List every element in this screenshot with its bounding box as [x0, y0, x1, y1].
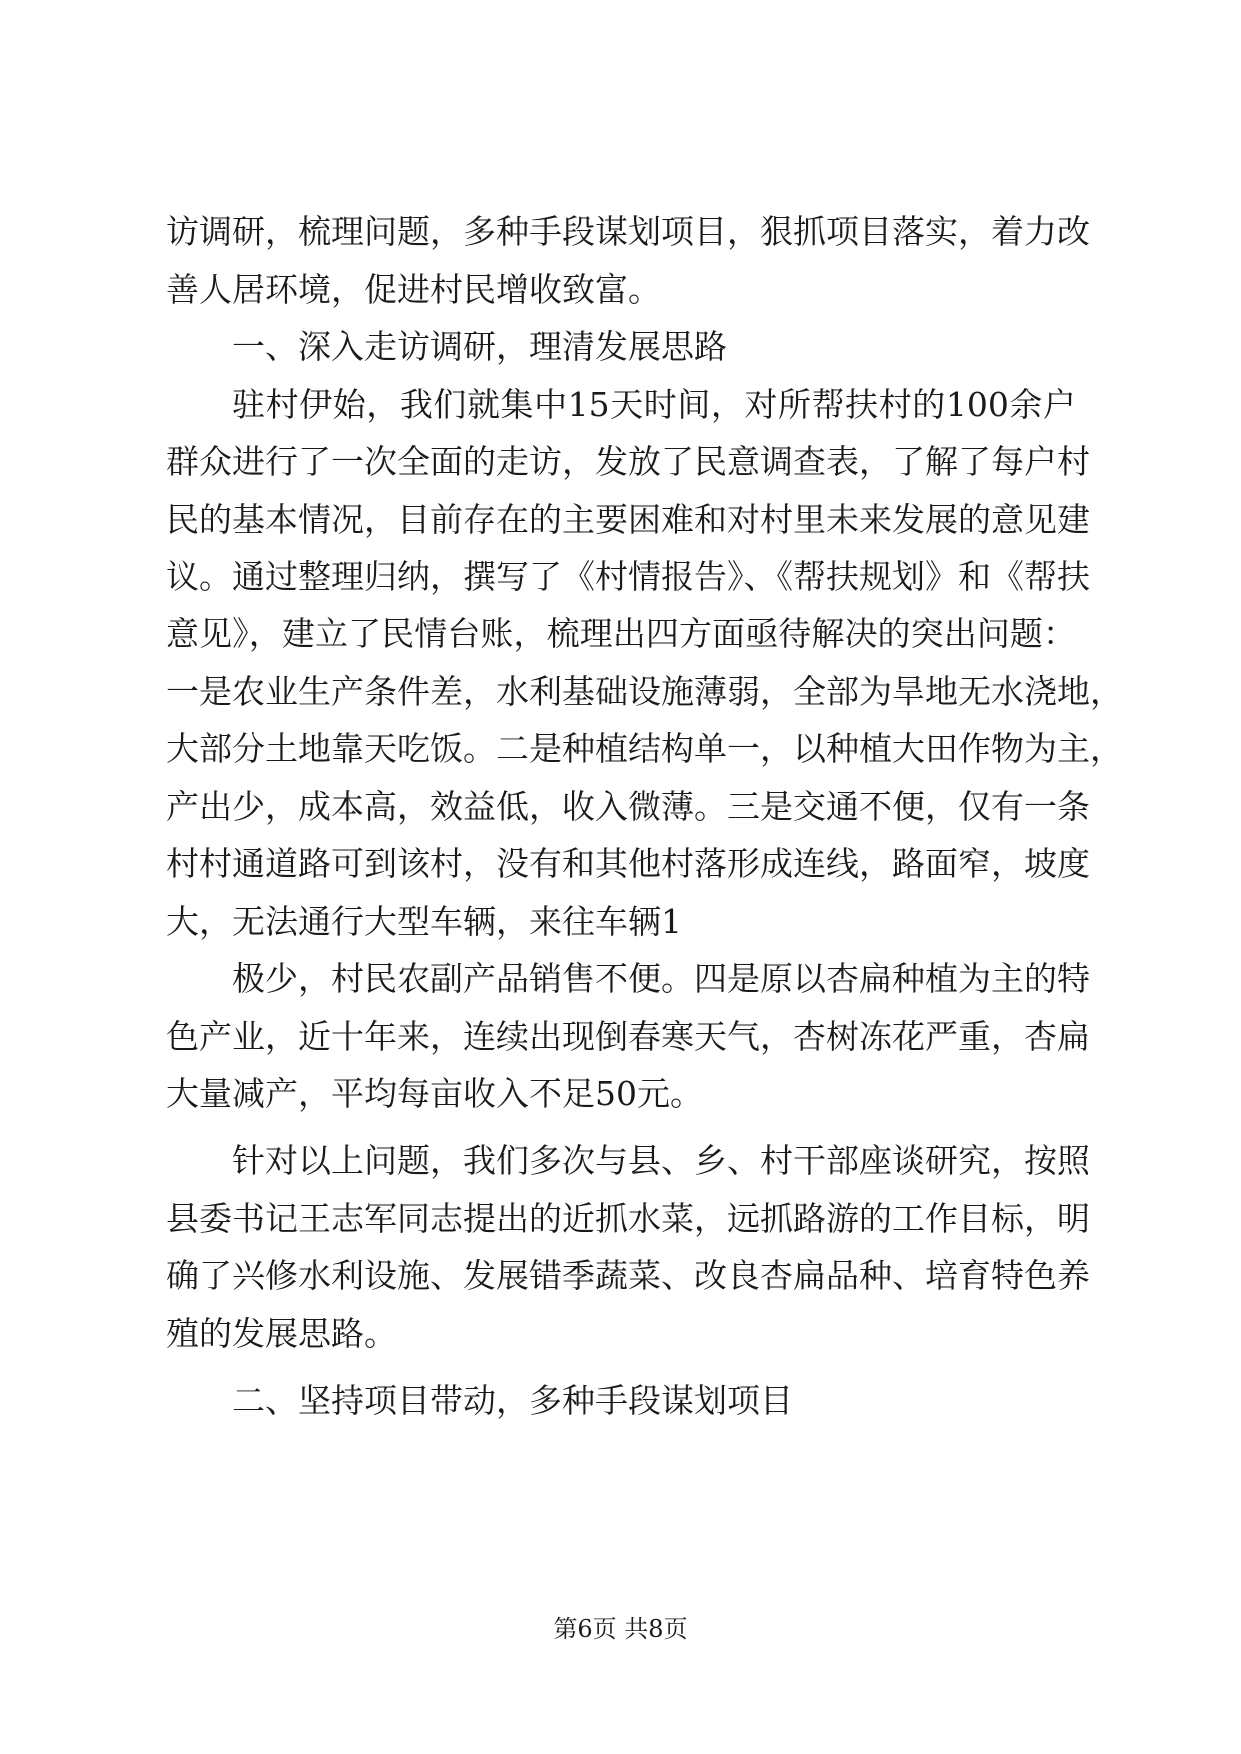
body-text-line: 访调研，梳理问题，多种手段谋划项目，狠抓项目落实，着力改	[166, 212, 1090, 251]
body-text-line: 殖的发展思路。	[166, 1314, 397, 1353]
body-text-line: 议。通过整理归纳，撰写了《村情报告》、《帮扶规划》和《帮扶	[166, 557, 1090, 596]
body-text-line: 驻村伊始，我们就集中15天时间，对所帮扶村的100余户	[232, 385, 1076, 424]
body-text-line: 大，无法通行大型车辆，来往车辆1	[166, 902, 682, 941]
body-text-line: 县委书记王志军同志提出的近抓水菜，远抓路游的工作目标，明	[166, 1199, 1090, 1238]
body-text-line: 确了兴修水利设施、发展错季蔬菜、改良杏扁品种、培育特色养	[166, 1256, 1090, 1295]
body-text-line: 群众进行了一次全面的走访，发放了民意调查表，了解了每户村	[166, 442, 1090, 481]
body-text-line: 村村通道路可到该村，没有和其他村落形成连线，路面窄，坡度	[166, 844, 1090, 883]
body-text-line: 大部分土地靠天吃饭。二是种植结构单一，以种植大田作物为主，	[166, 729, 1123, 768]
section-heading-2: 二、坚持项目带动，多种手段谋划项目	[232, 1381, 793, 1420]
body-text-line: 一是农业生产条件差，水利基础设施薄弱，全部为旱地无水浇地，	[166, 672, 1123, 711]
body-text-line: 色产业，近十年来，连续出现倒春寒天气，杏树冻花严重，杏扁	[166, 1017, 1090, 1056]
body-text-line: 针对以上问题，我们多次与县、乡、村干部座谈研究，按照	[232, 1141, 1090, 1180]
page-number-footer: 第6页 共8页	[553, 1615, 688, 1643]
body-text-line: 极少，村民农副产品销售不便。四是原以杏扁种植为主的特	[232, 959, 1090, 998]
body-text-line: 意见》，建立了民情台账，梳理出四方面亟待解决的突出问题：	[166, 614, 1076, 653]
section-heading-1: 一、深入走访调研，理清发展思路	[232, 327, 727, 366]
body-text-line: 大量减产，平均每亩收入不足50元。	[166, 1074, 703, 1113]
body-text-line: 产出少，成本高，效益低，收入微薄。三是交通不便，仅有一条	[166, 787, 1090, 826]
body-text-line: 善人居环境，促进村民增收致富。	[166, 270, 661, 309]
body-text-line: 民的基本情况，目前存在的主要困难和对村里未来发展的意见建	[166, 500, 1090, 539]
